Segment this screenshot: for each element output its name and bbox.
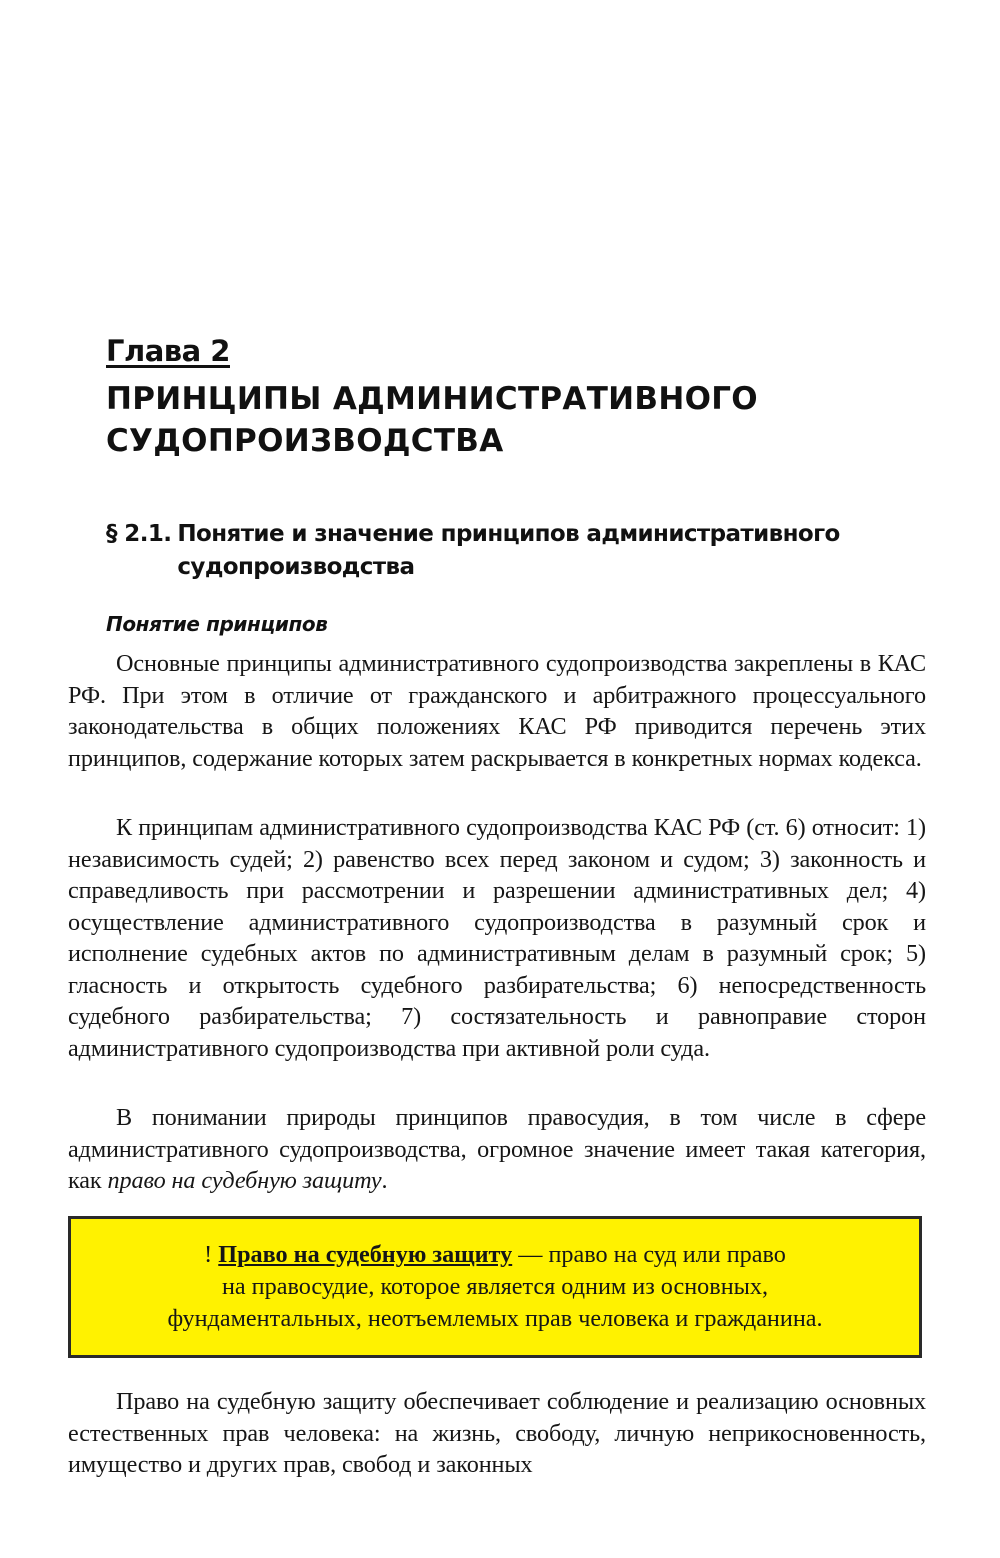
paragraph-3-end: . — [381, 1167, 388, 1194]
paragraph-2: К принципам административного судопроизводства КАС РФ (ст. 6) относит: 1) независимость судей; 2) равенство всех перед законом и судом; 3) законность и справедливость при рассмотрении и разрешении административных дел; 4) осуществление административного судопроизводства в разумный срок и исполнение судебных актов по административным делам в разумный срок; 5) гласность и открытость судебного разбирательства; 6) непосредственность судебного разбирательства; 7) состязательность и равноправие сторон административного судопроизводства при активной роли суда. — [68, 814, 926, 1062]
subheading: Понятие принципов — [106, 612, 328, 636]
chapter-title-line-2: СУДОПРОИЗВОДСТВА — [106, 423, 504, 459]
paragraph-3 — [68, 1102, 926, 1197]
chapter-title-line-1: ПРИНЦИПЫ АДМИНИСТРАТИВНОГО — [106, 381, 758, 417]
callout-line-1-rest: — право на суд или право — [512, 1241, 786, 1268]
callout-term: Право на судебную защиту — [218, 1241, 513, 1268]
definition-callout — [68, 1216, 922, 1358]
paragraph-4: Право на судебную защиту обеспечивает соблюдение и реализацию основных естественных прав человека: на жизнь, свободу, личную неприкосновенность, имущество и других прав, свобод и законных — [68, 1388, 926, 1478]
paragraph-1: Основные принципы административного судопроизводства закреплены в КАС РФ. При этом в отличие от гражданского и арбитражного процессуального законодательства в общих положениях КАС РФ приводится перечень этих принципов, содержание которых затем раскрывается в конкретных нормах кодекса. — [68, 650, 926, 772]
callout-mark: ! — [204, 1241, 219, 1268]
paragraph-3-italic-term: право на судебную защиту — [107, 1167, 382, 1194]
section-title: Понятие и значение принципов административного судопроизводства — [177, 521, 840, 580]
callout-line-1 — [71, 1239, 919, 1271]
chapter-title — [106, 378, 926, 462]
callout-line-2: на правосудие, которое является одним из основных, — [221, 1273, 769, 1300]
section-heading — [106, 518, 926, 584]
chapter-label: Глава 2 — [106, 334, 230, 368]
paragraph-3-start: В понимании природы принципов правосудия, в том числе в сфере административного судопроизводства, огромное значение имеет такая категория, как — [68, 1104, 926, 1194]
section-number: § 2.1. — [106, 521, 172, 547]
callout-line-3: фундаментальных, неотъемлемых прав человека и гражданина. — [167, 1305, 823, 1332]
